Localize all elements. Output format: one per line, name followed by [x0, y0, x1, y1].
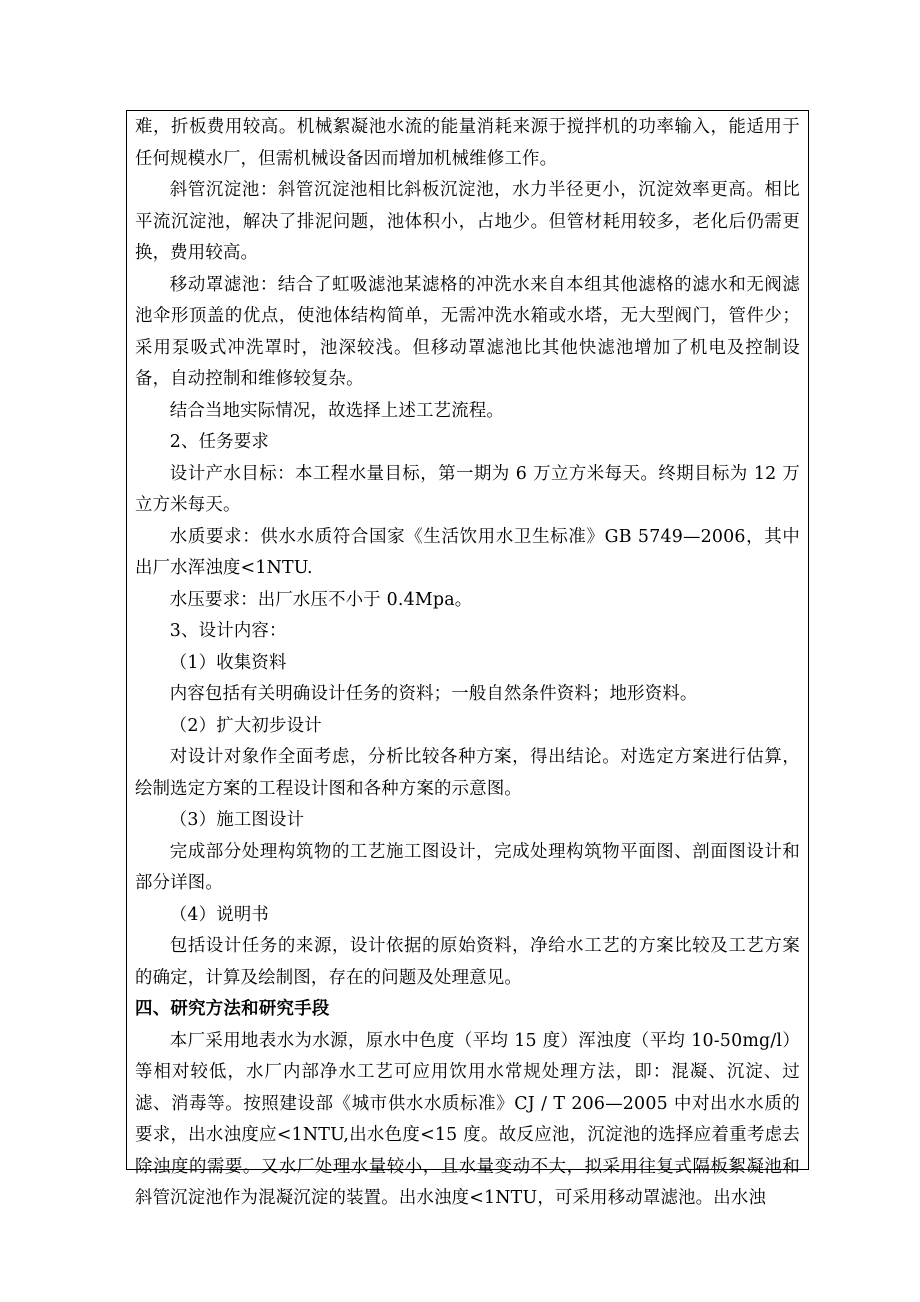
subheading-design-content: 3、设计内容：	[169, 621, 287, 641]
paragraph-preliminary-design: 对设计对象作全面考虑，分析比较各种方案，得出结论。对选定方案进行估算，绘制选定方案的工程设计图和各种方案的示意图。	[135, 747, 800, 799]
paragraph-water-quality: 水质要求：供水水质符合国家《生活饮用水卫生标准》GB 5749—2006，其中出厂水浑浊度<1NTU.	[135, 526, 800, 578]
section-heading-research-methods: 四、研究方法和研究手段	[135, 999, 330, 1019]
paragraph-output-target: 设计产水目标：本工程水量目标，第一期为 6 万立方米每天。终期目标为 12 万立方米每天。	[135, 463, 800, 515]
paragraph-construction-drawing: 完成部分处理构筑物的工艺施工图设计，完成处理构筑物平面图、剖面图设计和部分详图。	[135, 841, 800, 893]
paragraph-process-selection: 结合当地实际情况，故选择上述工艺流程。	[169, 400, 505, 421]
paragraph-flocculation-cost: 难，折板费用较高。机械絮凝池水流的能量消耗来源于搅拌机的功率输入，能适用于任何规模水厂，但需机械设备因而增加机械维修工作。	[135, 117, 800, 169]
paragraph-collect-data: 内容包括有关明确设计任务的资料；一般自然条件资料；地形资料。	[169, 684, 698, 704]
paragraph-specification: 包括设计任务的来源，设计依据的原始资料，净给水工艺的方案比较及工艺方案的确定，计算及绘制图，存在的问题及处理意见。	[135, 936, 800, 988]
document-body	[127, 112, 808, 1215]
item-construction-drawing: （3）施工图设计	[169, 810, 305, 830]
subheading-task-requirements: 2、任务要求	[169, 432, 270, 452]
document-table-cell	[126, 110, 809, 1208]
paragraph-inclined-tube-settler: 斜管沉淀池：斜管沉淀池相比斜板沉淀池，水力半径更小，沉淀效率更高。相比平流沉淀池，解决了排泥问题，池体积小，占地少。但管材耗用较多，老化后仍需更换，费用较高。	[135, 180, 800, 263]
item-collect-data: （1）收集资料	[169, 652, 287, 673]
paragraph-water-pressure: 水压要求：出厂水压不小于 0.4Mpa。	[169, 589, 473, 610]
paragraph-research-methods: 本厂采用地表水为水源，原水中色度（平均 15 度）浑浊度（平均 10-50mg/l）等相对较低，水厂内部净水工艺可应用饮用水常规处理方法，即：混凝、沉淀、过滤、消毒等。按照建设部《城市供水水质标准》CJ / T 206—2005 中对出水水质的要求，出水浊度应<1NTU,出水色度<15 度。故反应池，沉淀池的选择应着重考虑去除浊度的需要。又水厂处理水量较小，且水量变动不大，拟采用往复式隔板絮凝池和斜管沉淀池作为混凝沉淀的装置。出水浊度<1NTU，可采用移动罩滤池。出水浊	[135, 1030, 800, 1208]
item-specification: （4）说明书	[169, 904, 270, 925]
paragraph-moving-hood-filter: 移动罩滤池：结合了虹吸滤池某滤格的冲洗水来自本组其他滤格的滤水和无阀滤池伞形顶盖的优点，使池体结构简单，无需冲洗水箱或水塔，无大型阀门，管件少；采用泵吸式冲洗罩时，池深较浅。但移动罩滤池比其他快滤池增加了机电及控制设备，自动控制和维修较复杂。	[135, 274, 800, 389]
item-preliminary-design: （2）扩大初步设计	[169, 715, 322, 736]
